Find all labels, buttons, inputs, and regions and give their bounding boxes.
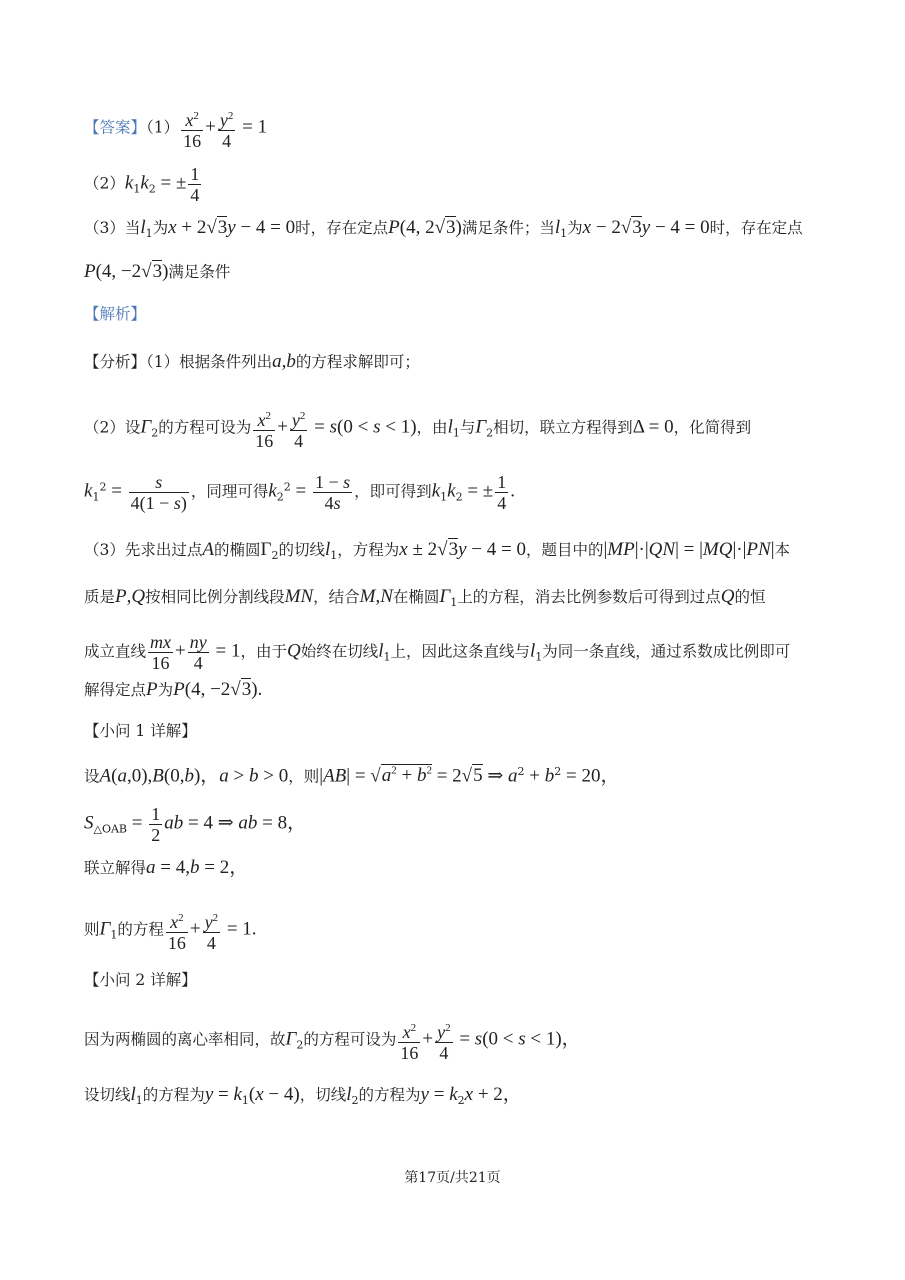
sub1-tag: 【小问 1 详解】 bbox=[84, 722, 197, 740]
page-footer: 第17页/共21页 bbox=[404, 1170, 501, 1186]
fraction: $\frac{y^2}{4}$ bbox=[290, 406, 308, 451]
fraction: $\frac{x^2}{16}$ bbox=[166, 908, 188, 953]
sub2-line-1: 因为两椭圆的离心率相同，故$\Gamma_2$的方程可设为 $\frac{x^2}{16}$ + $\frac{y^2}{4}$ = s(0 < s < 1)， bbox=[84, 1018, 835, 1063]
sub1-line-4: 则$\Gamma_1$的方程 $\frac{x^2}{16}$ + $\frac{y^2}{4}$ = 1. bbox=[84, 908, 835, 953]
fenxi-line-1: 【分析】（1）根据条件列出a,b的方程求解即可； bbox=[84, 351, 420, 372]
fraction: $\frac{ny}{4}$ bbox=[189, 632, 207, 673]
fenxi-line-6: 成立直线 $\frac{mx}{16}$ + $\frac{ny}{4}$ = 1，由于Q始终在切线$l_1$上，因此这条直线与$l_1$为同一条直线，通过系数成比例即可 bbox=[84, 632, 791, 673]
sub1-line-3: 联立解得a = 4,b = 2， bbox=[84, 857, 249, 878]
analysis-tag: 【解析】 bbox=[84, 305, 147, 323]
fraction: $\frac{s}{4(1 - s)}$ bbox=[130, 472, 187, 513]
fenxi-line-4: （3）先求出过点A的椭圆$\Gamma_2$的切线$l_1$，方程为x ± 2√3y − 4 = 0，题目中的|MP|·|QN| = |MQ|·|PN|本 bbox=[84, 539, 791, 563]
fenxi-line-5: 质是P,Q按相同比例分割线段MN，结合M,N在椭圆$\Gamma_1$上的方程，消去比例参数后可得到过点Q的恒 bbox=[84, 586, 766, 610]
fraction: $\frac{x^2}{16}$ bbox=[253, 406, 275, 451]
answer-line-1: 【答案】（1） $\frac{x^2}{16}$ + $\frac{y^2}{4}$ = 1 bbox=[84, 106, 835, 151]
analysis-tag-line bbox=[84, 307, 835, 323]
fraction: $\frac{y^2}{4}$ bbox=[435, 1018, 453, 1063]
sub1-line-2: $S_{\triangle OAB}$ = $\frac{1}{2}$ ab = 4 ⇒ ab = 8， bbox=[84, 804, 307, 845]
sub2-line-2: 设切线$l_1$的方程为$y = k_1(x - 4)$，切线$l_2$的方程为$y = k_2x + 2$， bbox=[84, 1084, 522, 1108]
fraction: $\frac{x^2}{16}$ bbox=[398, 1018, 420, 1063]
fraction: $\frac{y^2}{4}$ bbox=[203, 908, 221, 953]
fraction: $\frac{x^2}{16}$ bbox=[181, 106, 203, 151]
fenxi-line-2: （2）设$\Gamma_2$的方程可设为 $\frac{x^2}{16}$ + $\frac{y^2}{4}$ = s(0 < s < 1)，由$l_1$与$\Gamma_2$相切，联立方程得到Δ = 0，化简得到 bbox=[84, 406, 835, 451]
fraction: $\frac{1 - s}{4s}$ bbox=[315, 472, 351, 513]
fenxi-line-7: 解得定点P为P(4, −2√3). bbox=[84, 679, 263, 700]
answer-line-2: $(2)k_1k_2$ = ± $\frac{1}{4}$ bbox=[84, 164, 200, 205]
fenxi-line-3: $k_1^2$ = $\frac{s}{4(1 - s)}$ ，同理可得$k_2^2$ = $\frac{1 - s}{4s}$ ，即可得到$k_1k_2$ = ± $\frac{1}{4}$ . bbox=[84, 472, 515, 513]
fraction: $\frac{1}{4}$ bbox=[190, 164, 200, 205]
fenxi-tag: 【分析】 bbox=[84, 353, 147, 371]
fraction: $\frac{1}{4}$ bbox=[497, 472, 507, 513]
fraction: $\frac{1}{2}$ bbox=[151, 804, 161, 845]
sub1-line-1: 设A(a,0),B(0,b)，a > b > 0，则$|AB| = √a^2 + b^2 = 2√5$ ⇒ $a^2 + b^2 = 20$， bbox=[84, 765, 620, 787]
answer-line-3: （3）当$l_1$为x + 2√3y − 4 = 0时，存在定点P(4, 2√3)满足条件；当$l_1$为x − 2√3y − 4 = 0时，存在定点 bbox=[84, 217, 803, 241]
sub1-tag-line bbox=[84, 724, 835, 740]
fraction: $\frac{mx}{16}$ bbox=[150, 632, 172, 673]
fraction: $\frac{y^2}{4}$ bbox=[218, 106, 236, 151]
answer-tag: 【答案】 bbox=[84, 118, 147, 137]
answer-line-4: P(4, −2√3)满足条件 bbox=[84, 261, 231, 282]
sub2-tag: 【小问 2 详解】 bbox=[84, 971, 197, 989]
sub2-tag-line bbox=[84, 973, 835, 989]
